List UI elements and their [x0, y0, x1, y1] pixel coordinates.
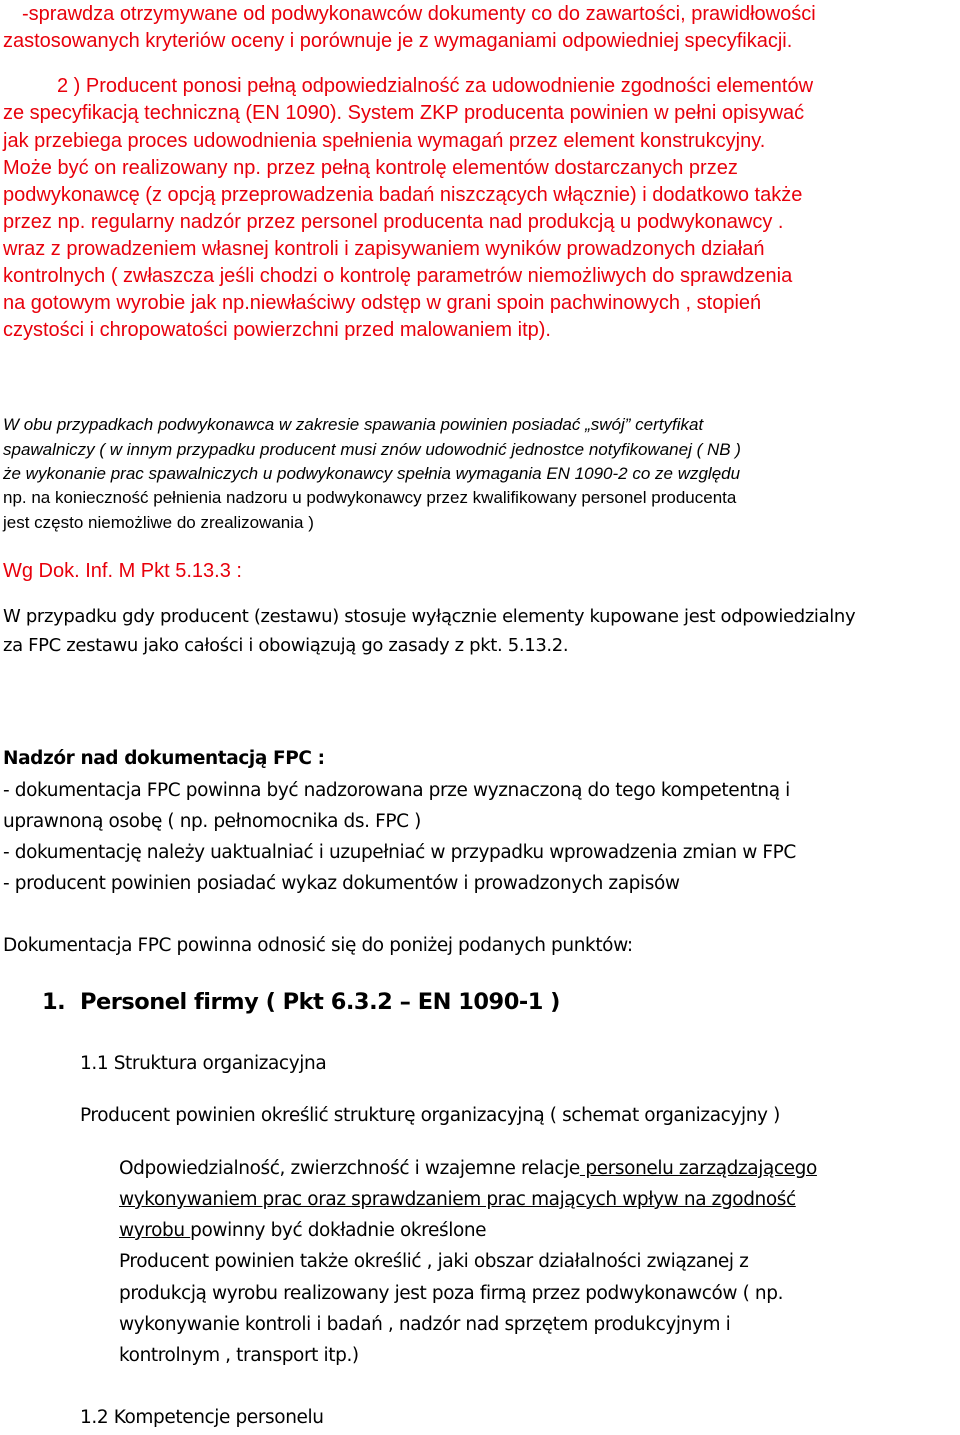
paragraph-line: W przypadku gdy producent (zestawu) stosuje wyłącznie elementy kupowane jest odpowiedzialny: [3, 606, 856, 627]
italic-line: jest często niemożliwe do zrealizowania ): [3, 513, 314, 532]
red-line: czystości i chropowatości powierzchni przed malowaniem itp).: [3, 319, 551, 341]
responsibility-line: produkcją wyrobu realizowany jest poza firmą przez podwykonawców ( np.: [119, 1283, 784, 1304]
italic-line: W obu przypadkach podwykonawca w zakresie spawania powinien posiadać „swój” certyfikat: [3, 415, 704, 434]
paragraph-line: za FPC zestawu jako całości i obowiązują go zasady z pkt. 5.13.2.: [3, 635, 569, 656]
italic-line: spawalniczy ( w innym przypadku producent musi znów udowodnić jednostce notyfikowanej ( NB ): [3, 440, 741, 459]
red-line: na gotowym wyrobie jak np.niewłaściwy odstęp w grani spoin pachwinowych , stopień: [3, 292, 762, 314]
italic-line: że wykonanie prac spawalniczych u podwykonawcy spełnia wymagania EN 1090-2 co ze względu: [3, 464, 741, 483]
section-1-number: 1.: [42, 989, 66, 1015]
red-line: wraz z prowadzeniem własnej kontroli i zapisywaniem wyników prowadzonych działań: [3, 238, 765, 260]
intro-text: Dokumentacja FPC powinna odnosić się do poniżej podanych punktów:: [3, 935, 633, 956]
red-line: 2 ) Producent ponosi pełną odpowiedzialność za udowodnienie zgodności elementów: [57, 75, 814, 97]
list-item: - dokumentację należy uaktualniać i uzupełniać w przypadku wprowadzenia zmian w FPC: [3, 842, 796, 863]
red-line: zastosowanych kryteriów oceny i porównuje je z wymaganiami odpowiedniej specyfikacji.: [3, 30, 793, 52]
list-item: - producent powinien posiadać wykaz dokumentów i prowadzonych zapisów: [3, 873, 680, 894]
reference-heading: Wg Dok. Inf. M Pkt 5.13.3 :: [3, 560, 242, 582]
responsibility-line: kontrolnym , transport itp.): [119, 1345, 359, 1366]
list-item: uprawnoną osobę ( np. pełnomocnika ds. FPC ): [3, 811, 421, 832]
subsection-1-1-title: 1.1 Struktura organizacyjna: [80, 1053, 327, 1074]
section-heading: Nadzór nad dokumentacją FPC :: [3, 748, 325, 769]
responsibility-text: powinny być dokładnie określone: [190, 1220, 487, 1241]
responsibility-underlined: wykonywaniem prac oraz sprawdzaniem prac mających wpływ na zgodność: [119, 1189, 796, 1210]
responsibility-text: Odpowiedzialność, zwierzchność i wzajemne relacje: [119, 1158, 580, 1179]
responsibility-line: Producent powinien także określić , jaki obszar działalności związanej z: [119, 1251, 749, 1272]
section-1-title: Personel firmy ( Pkt 6.3.2 – EN 1090-1 ): [80, 989, 560, 1015]
red-line: -sprawdza otrzymywane od podwykonawców dokumenty co do zawartości, prawidłowości: [22, 3, 816, 25]
responsibility-line: [119, 1160, 817, 1179]
red-line: ze specyfikacją techniczną (EN 1090). System ZKP producenta powinien w pełni opisywać: [3, 102, 805, 124]
responsibility-underlined: wyrobu: [119, 1220, 191, 1241]
list-item: - dokumentacja FPC powinna być nadzorowana prze wyznaczoną do tego kompetentną i: [3, 780, 790, 801]
subsection-1-2-title: 1.2 Kompetencje personelu: [80, 1407, 324, 1428]
subsection-1-1-text: Producent powinien określić strukturę organizacyjną ( schemat organizacyjny ): [80, 1105, 780, 1126]
red-line: jak przebiega proces udowodnienia spełnienia wymagań przez element konstrukcyjny.: [3, 130, 766, 152]
responsibility-line: [119, 1222, 486, 1241]
red-line: kontrolnych ( zwłaszcza jeśli chodzi o kontrolę parametrów niemożliwych do sprawdzenia: [3, 265, 793, 287]
italic-line: np. na konieczność pełnienia nadzoru u podwykonawcy przez kwalifikowany personel producenta: [3, 488, 737, 507]
responsibility-underlined: personelu zarządzającego: [579, 1158, 817, 1179]
red-line: przez np. regularny nadzór przez personel producenta nad produkcją u podwykonawcy .: [3, 211, 784, 233]
red-line: Może być on realizowany np. przez pełną kontrolę elementów dostarczanych przez: [3, 157, 738, 179]
red-line: podwykonawcę (z opcją przeprowadzenia badań niszczących włącznie) i dodatkowo także: [3, 184, 803, 206]
responsibility-line: wykonywanie kontroli i badań , nadzór nad sprzętem produkcyjnym i: [119, 1314, 731, 1335]
